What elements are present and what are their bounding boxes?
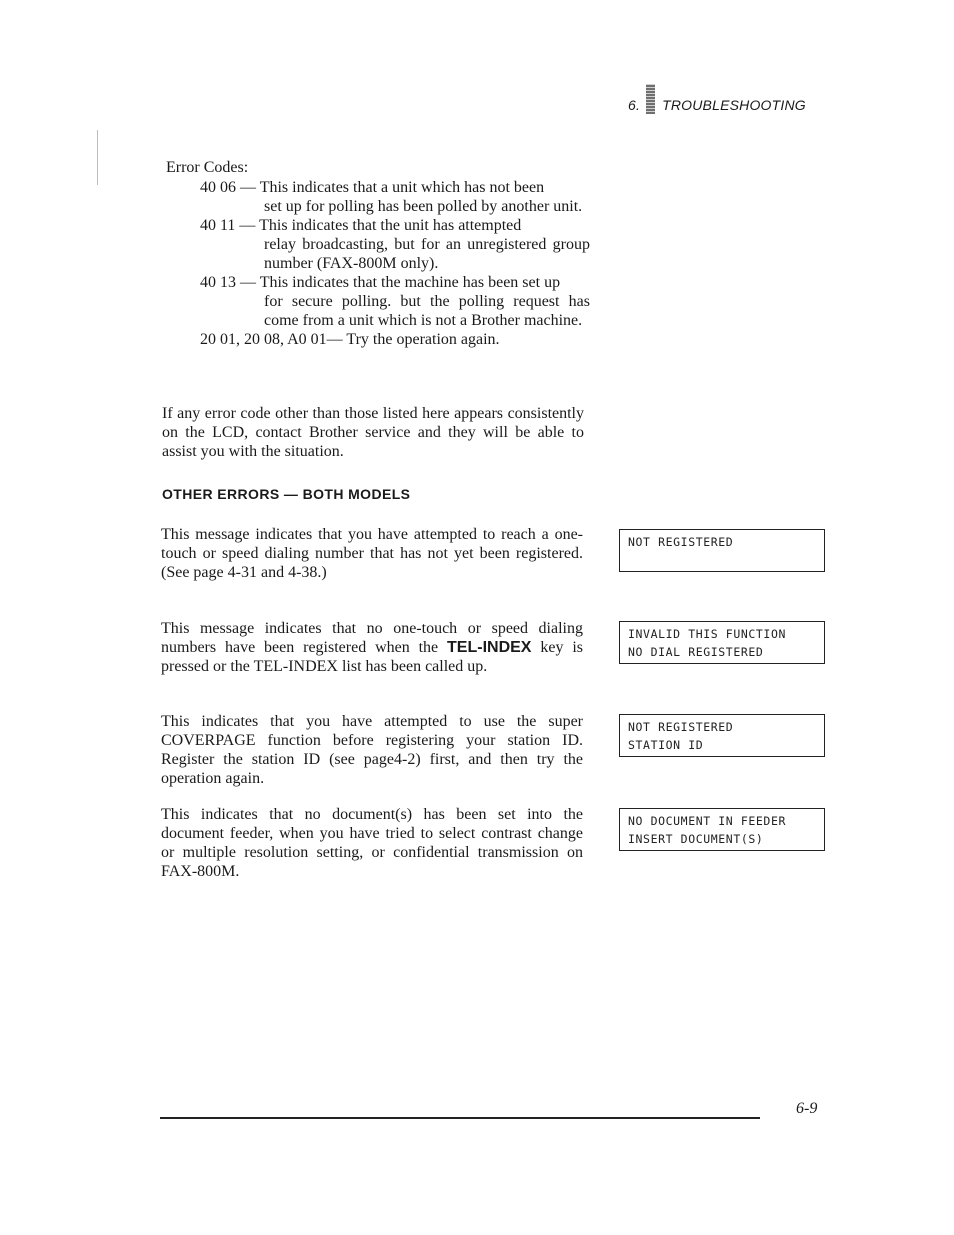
error-code-description-cont: for secure polling. but the polling request has come from a unit which is not a Brother machine. [264, 293, 590, 329]
lcd-line: NO DIAL REGISTERED [628, 645, 764, 659]
lcd-display [619, 529, 825, 572]
lcd-line: INVALID THIS FUNCTION [628, 627, 786, 641]
lcd-line: STATION ID [628, 738, 704, 752]
error-code-description-cont: relay broadcasting, but for an unregistered group number (FAX-800M only). [264, 236, 590, 272]
chapter-number: 6. [628, 97, 641, 113]
message-description: This indicates that you have attempted to use the super COVERPAGE function before registering your station ID. Register the station ID (see page4-2) first, and then try the operation again. [161, 713, 583, 787]
tel-index-key-label: TEL-INDEX [447, 639, 532, 656]
other-code-paragraph: If any error code other than those listed here appears consistently on the LCD, contact Brother service and they will be able to assist you with the situation. [162, 405, 584, 460]
message-description: This indicates that no document(s) has been set into the document feeder, when you have tried to select contrast change or multiple resolution setting, or confidential transmission on FAX-800M. [161, 806, 583, 880]
error-code-description: — This indicates that the unit has attempted [239, 217, 522, 234]
section-heading: OTHER ERRORS — BOTH MODELS [162, 486, 411, 502]
margin-mark [97, 130, 98, 185]
lcd-display [619, 808, 825, 851]
chapter-title: TROUBLESHOOTING [662, 97, 806, 113]
page-number: 6-9 [796, 1100, 818, 1117]
error-code-item [200, 178, 590, 216]
message-description: This message indicates that no one-touch or speed dialing numbers have been registered when the TEL-INDEX key is pressed or the TEL-INDEX list has been called up. [161, 620, 583, 675]
error-codes-label: Error Codes: [166, 159, 249, 176]
footer-rule [160, 1117, 760, 1119]
lcd-line: NOT REGISTERED [628, 535, 734, 549]
error-code-description: — This indicates that the machine has been set up [240, 274, 561, 291]
error-code: 40 11 [200, 217, 236, 234]
lcd-display [619, 621, 825, 664]
lcd-line: NOT REGISTERED [628, 720, 734, 734]
chapter-tab-marker [646, 84, 655, 114]
error-code-item [200, 216, 590, 273]
error-code: 40 13 [200, 274, 236, 291]
retry-line: 20 01, 20 08, A0 01— Try the operation again. [200, 331, 500, 348]
error-code-description: — This indicates that a unit which has not been [240, 179, 545, 196]
lcd-display [619, 714, 825, 757]
error-code-description-cont: set up for polling has been polled by another unit. [264, 198, 583, 215]
error-code-list [200, 178, 590, 349]
lcd-line: NO DOCUMENT IN FEEDER [628, 814, 786, 828]
error-code: 40 06 [200, 179, 236, 196]
running-header [628, 90, 806, 120]
message-description: This message indicates that you have attempted to reach a one-touch or speed dialing number that has not yet been registered. (See page 4-31 and 4-38.) [161, 526, 583, 581]
lcd-line: INSERT DOCUMENT(S) [628, 832, 764, 846]
error-code-item [200, 273, 590, 330]
